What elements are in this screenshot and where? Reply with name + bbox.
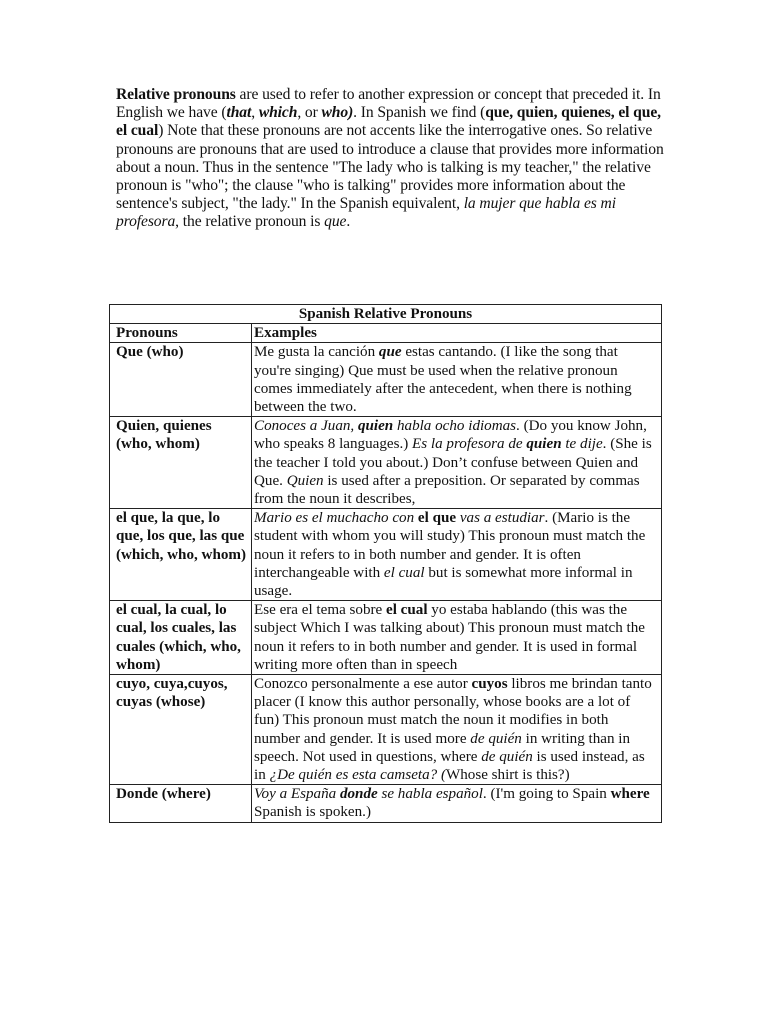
example-highlight: quien (526, 436, 562, 453)
example-spanish: Conoces a Juan, (254, 418, 358, 435)
example-spanish: de quién (470, 730, 522, 747)
table-row (110, 601, 662, 675)
table-row (110, 785, 662, 822)
example-text: . (Mario is the student with whom you will study) This pronoun must match the noun it refers to in both number and gender. It is often interchangeable with (254, 510, 646, 581)
intro-text: ) Note that these pronouns are not accents like the interrogative ones. So relative pronouns are pronouns that are used to introduce a clause that provides more information about a noun. Thus in the sentence "The lady who is talking is my teacher," the relative pronoun is "who"; the clause "who is talking" provides more information about the sentence's subject, "the lady." In the Spanish equivalent, (116, 122, 664, 213)
example-text: in writing than in speech. Not used in questions, where (254, 730, 631, 765)
example-highlight: donde (339, 786, 378, 803)
intro-en-which: which (258, 104, 298, 122)
example-spanish: de quién (481, 748, 533, 765)
table-header-row (110, 324, 662, 343)
example-highlight: que (378, 344, 402, 361)
intro-es-example: la mujer que habla es mi profesora (116, 195, 616, 231)
intro-en-who: who) (321, 104, 354, 122)
relative-pronouns-table (109, 304, 662, 823)
example-spanish: el cual (383, 564, 425, 581)
pronoun-cell: Donde (where) (110, 785, 252, 822)
pronoun-cell: el que, la que, lo que, los que, las que (which, who, whom) (110, 509, 252, 601)
pronoun-cell: Quien, quienes (who, whom) (110, 417, 252, 509)
example-highlight: el cual (386, 602, 428, 619)
example-text: . (Do you know John, who speaks 8 languages.) (254, 418, 647, 453)
column-header-pronouns: Pronouns (110, 324, 252, 343)
intro-term: Relative pronouns (116, 86, 236, 103)
pronoun-cell: el cual, la cual, lo cual, los cuales, las cuales (which, who, whom) (110, 601, 252, 675)
table-row (110, 509, 662, 601)
example-spanish: se habla español (377, 786, 483, 803)
example-cell (252, 601, 662, 675)
intro-es-que: que (324, 213, 347, 231)
intro-sep: , (251, 104, 259, 122)
pronoun-cell: cuyo, cuya,cuyos, cuyas (whose) (110, 675, 252, 785)
example-spanish: Mario es el muchacho con (254, 510, 418, 527)
example-spanish: Quien (286, 472, 324, 489)
intro-en-that: that (226, 104, 252, 122)
table-row (110, 417, 662, 509)
example-text: Whose shirt is this?) (445, 767, 570, 784)
example-text: . (I'm going to Spain (482, 786, 611, 803)
example-text: Spanish is spoken.) (254, 804, 371, 821)
example-text: . (She is the teacher I told you about.) Don’t confuse between Quien and Que. (254, 436, 652, 489)
example-text: estas cantando. (I like the song that you're singing) Que must be used when the relative pronoun comes immediately after the antecedent, when there is nothing between the two. (254, 344, 632, 416)
column-header-examples: Examples (252, 324, 662, 343)
example-cell (252, 785, 662, 822)
example-spanish: ¿De quién es esta camseta? ( (269, 767, 446, 784)
example-text: but is somewhat more informal in usage. (254, 564, 633, 600)
pronoun-cell: Que (who) (110, 343, 252, 417)
example-text: Conozco personalmente a ese autor (254, 676, 472, 693)
example-highlight: where (610, 786, 650, 803)
intro-text: , the relative pronoun is (175, 213, 325, 231)
table-caption: Spanish Relative Pronouns (110, 305, 662, 324)
example-spanish: Voy a España (254, 786, 340, 803)
example-cell (252, 417, 662, 509)
intro-paragraph (116, 86, 666, 232)
intro-es-list: que, quien, quienes, el que, el cual (116, 104, 661, 140)
intro-sep: , or (297, 104, 322, 122)
example-spanish: Es la profesora de (412, 436, 527, 453)
example-highlight: quien (357, 418, 394, 435)
table-row (110, 675, 662, 785)
example-text: yo estaba hablando (this was the subject Which I was talking about) This pronoun must match the noun it refers to in both number and gender. It is used in formal writing more often than in speech (254, 602, 645, 673)
example-text: libros me brindan tanto placer (I know this author personally, whose books are a lot of fun) This pronoun must match the noun it modifies in both number and gender. It is used more (254, 676, 652, 747)
example-text: Ese era el tema sobre (254, 602, 387, 619)
example-text: Me gusta la canción (254, 344, 379, 361)
table-row (110, 343, 662, 417)
example-cell (252, 509, 662, 601)
intro-text: . In Spanish we find ( (353, 104, 486, 122)
example-highlight: cuyos (471, 676, 508, 693)
example-spanish: vas a estudiar (456, 510, 545, 527)
example-cell (252, 675, 662, 785)
example-text: is used after a preposition. Or separated by commas from the noun it describes, (254, 472, 640, 508)
table-caption-row (110, 305, 662, 324)
intro-text: are used to refer to another expression or concept that preceded it. In English we have ( (116, 86, 661, 122)
example-highlight: el que (417, 510, 457, 527)
example-cell (252, 343, 662, 417)
example-spanish: te dije (561, 436, 603, 453)
example-spanish: habla ocho idiomas (393, 418, 517, 435)
example-text: is used instead, as in (254, 748, 645, 784)
intro-text: . (346, 213, 351, 231)
